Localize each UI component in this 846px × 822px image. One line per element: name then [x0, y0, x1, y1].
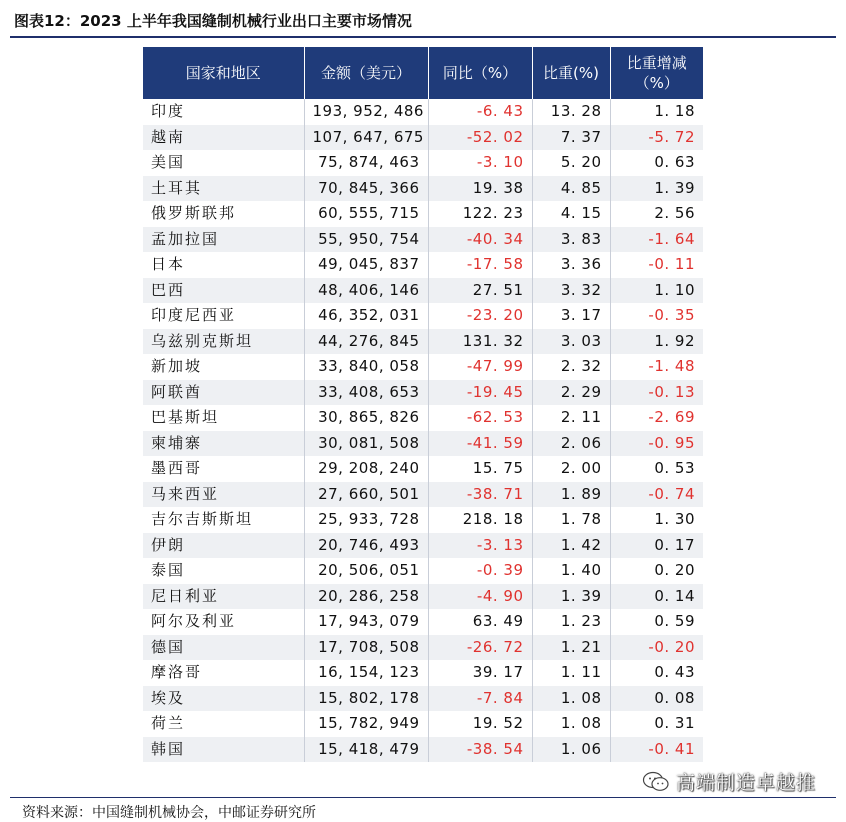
- table-row: [143, 558, 703, 584]
- table-header-row: [143, 47, 703, 99]
- cell-yoy: 27. 51: [428, 278, 532, 304]
- table-row: [143, 482, 703, 508]
- cell-yoy: -0. 39: [428, 558, 532, 584]
- cell-country: 巴西: [143, 278, 304, 304]
- cell-share: 4. 85: [532, 176, 610, 202]
- cell-yoy: -3. 13: [428, 533, 532, 559]
- cell-yoy: -4. 90: [428, 584, 532, 610]
- table-row: [143, 227, 703, 253]
- header-share: 比重(%): [532, 47, 610, 99]
- cell-yoy: 122. 23: [428, 201, 532, 227]
- cell-yoy: -40. 34: [428, 227, 532, 253]
- cell-yoy: 218. 18: [428, 507, 532, 533]
- cell-share: 1. 23: [532, 609, 610, 635]
- cell-share-change: 1. 92: [610, 329, 703, 355]
- cell-share: 1. 08: [532, 686, 610, 712]
- cell-share: 13. 28: [532, 99, 610, 125]
- cell-amount: 27, 660, 501: [304, 482, 428, 508]
- cell-share-change: 1. 18: [654, 102, 695, 121]
- cell-share-change: 0. 14: [610, 584, 703, 610]
- cell-share-change: 0. 17: [610, 533, 703, 559]
- cell-country: 美国: [143, 150, 304, 176]
- cell-country: 巴基斯坦: [143, 405, 304, 431]
- cell-share: 2. 32: [532, 354, 610, 380]
- table-row: [143, 303, 703, 329]
- cell-country: 尼日利亚: [143, 584, 304, 610]
- cell-share: 3. 32: [532, 278, 610, 304]
- cell-yoy: -17. 58: [428, 252, 532, 278]
- cell-country: 墨西哥: [143, 456, 304, 482]
- cell-yoy: -3. 10: [428, 150, 532, 176]
- cell-yoy: 63. 49: [428, 609, 532, 635]
- cell-yoy: 19. 38: [428, 176, 532, 202]
- cell-country: 荷兰: [143, 711, 304, 737]
- table-row: [143, 456, 703, 482]
- cell-share: 3. 17: [532, 303, 610, 329]
- cell-yoy: -38. 54: [428, 737, 532, 763]
- table-row: [143, 635, 703, 661]
- cell-yoy: -62. 53: [428, 405, 532, 431]
- cell-amount: 25, 933, 728: [304, 507, 428, 533]
- bottom-rule: [10, 797, 836, 798]
- watermark-text: 高端制造卓越推: [676, 772, 817, 794]
- cell-share: 1. 40: [532, 558, 610, 584]
- cell-share: 7. 37: [532, 125, 610, 151]
- cell-amount: 16, 154, 123: [304, 660, 428, 686]
- cell-share: 1. 42: [532, 533, 610, 559]
- cell-yoy: -41. 59: [428, 431, 532, 457]
- cell-country: 阿尔及利亚: [143, 609, 304, 635]
- wechat-icon: [642, 771, 670, 793]
- cell-country: 阿联酋: [143, 380, 304, 406]
- cell-amount: 60, 555, 715: [304, 201, 428, 227]
- cell-country: 泰国: [143, 558, 304, 584]
- cell-country: 越南: [143, 125, 304, 151]
- figure-title: 图表12：2023 上半年我国缝制机械行业出口主要市场情况: [14, 12, 412, 30]
- cell-country: 日本: [143, 252, 304, 278]
- cell-share: 1. 78: [532, 507, 610, 533]
- cell-country: 吉尔吉斯斯坦: [143, 507, 304, 533]
- cell-amount: 33, 408, 653: [304, 380, 428, 406]
- header-country: 国家和地区: [143, 47, 304, 99]
- cell-share-change: -0. 41: [610, 737, 703, 763]
- table-row: [143, 354, 703, 380]
- cell-country: 摩洛哥: [143, 660, 304, 686]
- table-row: [143, 660, 703, 686]
- cell-yoy: 39. 17: [428, 660, 532, 686]
- table-row: [143, 201, 703, 227]
- cell-share-change: -0. 11: [648, 255, 695, 274]
- cell-country: 印度尼西亚: [143, 303, 304, 329]
- cell-amount: 20, 746, 493: [304, 533, 428, 559]
- cell-amount: 29, 208, 240: [304, 456, 428, 482]
- export-markets-table: [143, 47, 703, 762]
- cell-share-change: 1. 30: [654, 510, 695, 529]
- cell-yoy: -52. 02: [428, 125, 532, 151]
- table-body: [143, 99, 703, 762]
- cell-amount: 75, 874, 463: [304, 150, 428, 176]
- cell-share-change: 0. 63: [654, 153, 695, 172]
- cell-country: 德国: [143, 635, 304, 661]
- cell-country: 伊朗: [143, 533, 304, 559]
- cell-share-change: 0. 53: [654, 459, 695, 478]
- cell-yoy: -6. 43: [428, 99, 532, 125]
- cell-yoy: -38. 71: [428, 482, 532, 508]
- cell-share-change: 1. 39: [610, 176, 703, 202]
- cell-share: 1. 06: [532, 737, 610, 763]
- cell-yoy: -7. 84: [428, 686, 532, 712]
- cell-share: 2. 29: [532, 380, 610, 406]
- cell-share-change: -1. 48: [648, 357, 695, 376]
- cell-amount: 20, 506, 051: [304, 558, 428, 584]
- cell-share: 1. 08: [532, 711, 610, 737]
- table-row: [143, 609, 703, 635]
- cell-share: 1. 89: [532, 482, 610, 508]
- cell-country: 乌兹别克斯坦: [143, 329, 304, 355]
- cell-share-change: -0. 20: [610, 635, 703, 661]
- cell-amount: 17, 708, 508: [304, 635, 428, 661]
- watermark: [642, 768, 816, 795]
- table-row: [143, 329, 703, 355]
- table-row: [143, 737, 703, 763]
- cell-share: 3. 03: [532, 329, 610, 355]
- header-yoy: 同比（%）: [428, 47, 532, 99]
- cell-yoy: 131. 32: [428, 329, 532, 355]
- table-row: [143, 533, 703, 559]
- table-row: [143, 252, 703, 278]
- cell-amount: 46, 352, 031: [304, 303, 428, 329]
- cell-share: 3. 36: [532, 252, 610, 278]
- cell-amount: 30, 865, 826: [304, 405, 428, 431]
- cell-share: 2. 11: [532, 405, 610, 431]
- cell-share-change: -0. 13: [610, 380, 703, 406]
- cell-amount: 48, 406, 146: [304, 278, 428, 304]
- cell-country: 土耳其: [143, 176, 304, 202]
- cell-share-change: 0. 59: [654, 612, 695, 631]
- cell-amount: 193, 952, 486: [304, 99, 428, 125]
- table-row: [143, 176, 703, 202]
- header-amount: 金额（美元）: [304, 47, 428, 99]
- cell-yoy: -26. 72: [428, 635, 532, 661]
- cell-share: 2. 06: [532, 431, 610, 457]
- cell-yoy: -19. 45: [428, 380, 532, 406]
- cell-amount: 44, 276, 845: [304, 329, 428, 355]
- cell-share: 5. 20: [532, 150, 610, 176]
- cell-country: 印度: [143, 99, 304, 125]
- cell-yoy: 19. 52: [428, 711, 532, 737]
- cell-amount: 17, 943, 079: [304, 609, 428, 635]
- cell-yoy: -23. 20: [428, 303, 532, 329]
- cell-share-change: -5. 72: [610, 125, 703, 151]
- cell-country: 埃及: [143, 686, 304, 712]
- cell-share-change: 1. 10: [610, 278, 703, 304]
- table-row: [143, 507, 703, 533]
- cell-amount: 15, 782, 949: [304, 711, 428, 737]
- cell-amount: 15, 802, 178: [304, 686, 428, 712]
- cell-country: 新加坡: [143, 354, 304, 380]
- cell-share-change: 2. 56: [654, 204, 695, 223]
- table-row: [143, 711, 703, 737]
- table-row: [143, 431, 703, 457]
- cell-amount: 20, 286, 258: [304, 584, 428, 610]
- table-row: [143, 380, 703, 406]
- cell-yoy: -47. 99: [428, 354, 532, 380]
- header-share-change: [610, 47, 703, 99]
- table-row: [143, 150, 703, 176]
- cell-country: 孟加拉国: [143, 227, 304, 253]
- cell-share: 4. 15: [532, 201, 610, 227]
- cell-share: 1. 21: [532, 635, 610, 661]
- cell-share: 1. 39: [532, 584, 610, 610]
- cell-share: 2. 00: [532, 456, 610, 482]
- cell-share-change: 0. 43: [654, 663, 695, 682]
- cell-share-change: -1. 64: [610, 227, 703, 253]
- cell-country: 俄罗斯联邦: [143, 201, 304, 227]
- cell-share-change: 0. 20: [654, 561, 695, 580]
- cell-share-change: -0. 95: [610, 431, 703, 457]
- cell-amount: 49, 045, 837: [304, 252, 428, 278]
- cell-share-change: -0. 74: [610, 482, 703, 508]
- cell-amount: 55, 950, 754: [304, 227, 428, 253]
- table-row: [143, 405, 703, 431]
- cell-country: 柬埔寨: [143, 431, 304, 457]
- cell-share-change: 0. 08: [610, 686, 703, 712]
- cell-country: 马来西亚: [143, 482, 304, 508]
- cell-amount: 30, 081, 508: [304, 431, 428, 457]
- table-row: [143, 125, 703, 151]
- source-note: 资料来源：中国缝制机械协会，中邮证券研究所: [22, 805, 316, 821]
- cell-amount: 15, 418, 479: [304, 737, 428, 763]
- cell-share-change: -2. 69: [648, 408, 695, 427]
- table-row: [143, 686, 703, 712]
- cell-amount: 107, 647, 675: [304, 125, 428, 151]
- cell-share-change: 0. 31: [654, 714, 695, 733]
- top-rule: [10, 36, 836, 38]
- cell-share: 3. 83: [532, 227, 610, 253]
- cell-yoy: 15. 75: [428, 456, 532, 482]
- cell-amount: 70, 845, 366: [304, 176, 428, 202]
- cell-share-change: -0. 35: [648, 306, 695, 325]
- table-row: [143, 99, 703, 125]
- cell-country: 韩国: [143, 737, 304, 763]
- table-row: [143, 584, 703, 610]
- header-share-change-label: 比重增减 （%）: [626, 54, 687, 92]
- cell-share: 1. 11: [532, 660, 610, 686]
- cell-amount: 33, 840, 058: [304, 354, 428, 380]
- table-row: [143, 278, 703, 304]
